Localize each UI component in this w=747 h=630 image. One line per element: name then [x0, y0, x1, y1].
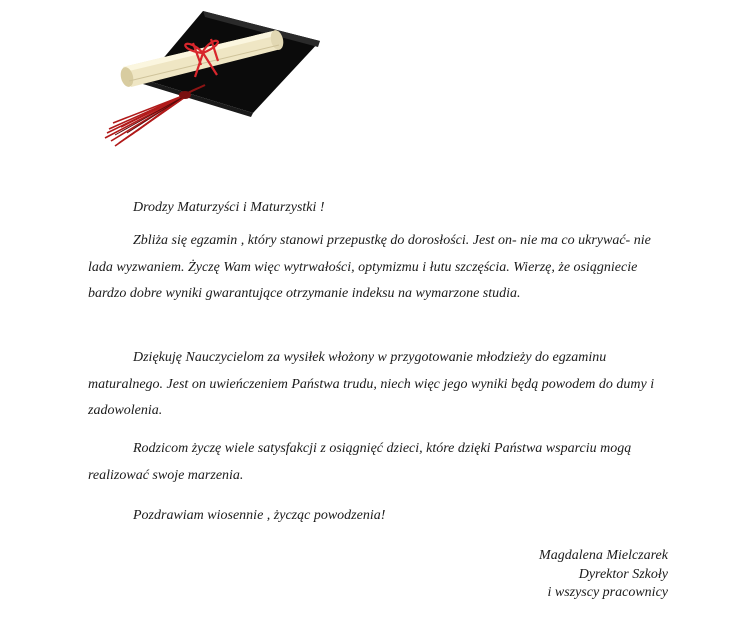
signature-block	[539, 547, 668, 603]
signature-role: Dyrektor Szkoły	[578, 566, 668, 582]
letter-paragraph: Zbliża się egzamin , który stanowi przepustkę do dorosłości. Jest on- nie ma co ukrywać- nie lada wyzwaniem. Życzę Wam więc wytrwałości, optymizmu i łutu szczęścia. Wierzę, że osiągniecie bardzo dobre wyniki gwarantujące otrzymanie indeksu na wymarzone studia.	[88, 233, 651, 301]
signature-name: Magdalena Mielczarek	[539, 548, 668, 563]
letter-paragraph: Rodzicom życzę wiele satysfakcji z osiągnięć dzieci, które dzięki Państwa wsparciu mogą realizować swoje marzenia.	[88, 441, 632, 483]
letter-paragraph: Dziękuję Nauczycielom za wysiłek włożony w przygotowanie młodzieży do egzaminu maturalnego. Jest on uwieńczeniem Państwa trudu, niech więc jego wyniki będą powodem do dumy i zadowolenia.	[88, 350, 655, 418]
signature-team: i wszyscy pracownicy	[547, 585, 668, 600]
letter-greeting: Drodzy Maturzyści i Maturzystki !	[133, 200, 325, 215]
letter-paragraph: Pozdrawiam wiosennie , życząc powodzenia!	[133, 508, 386, 523]
graduation-cap-with-diploma-icon	[85, 5, 330, 155]
